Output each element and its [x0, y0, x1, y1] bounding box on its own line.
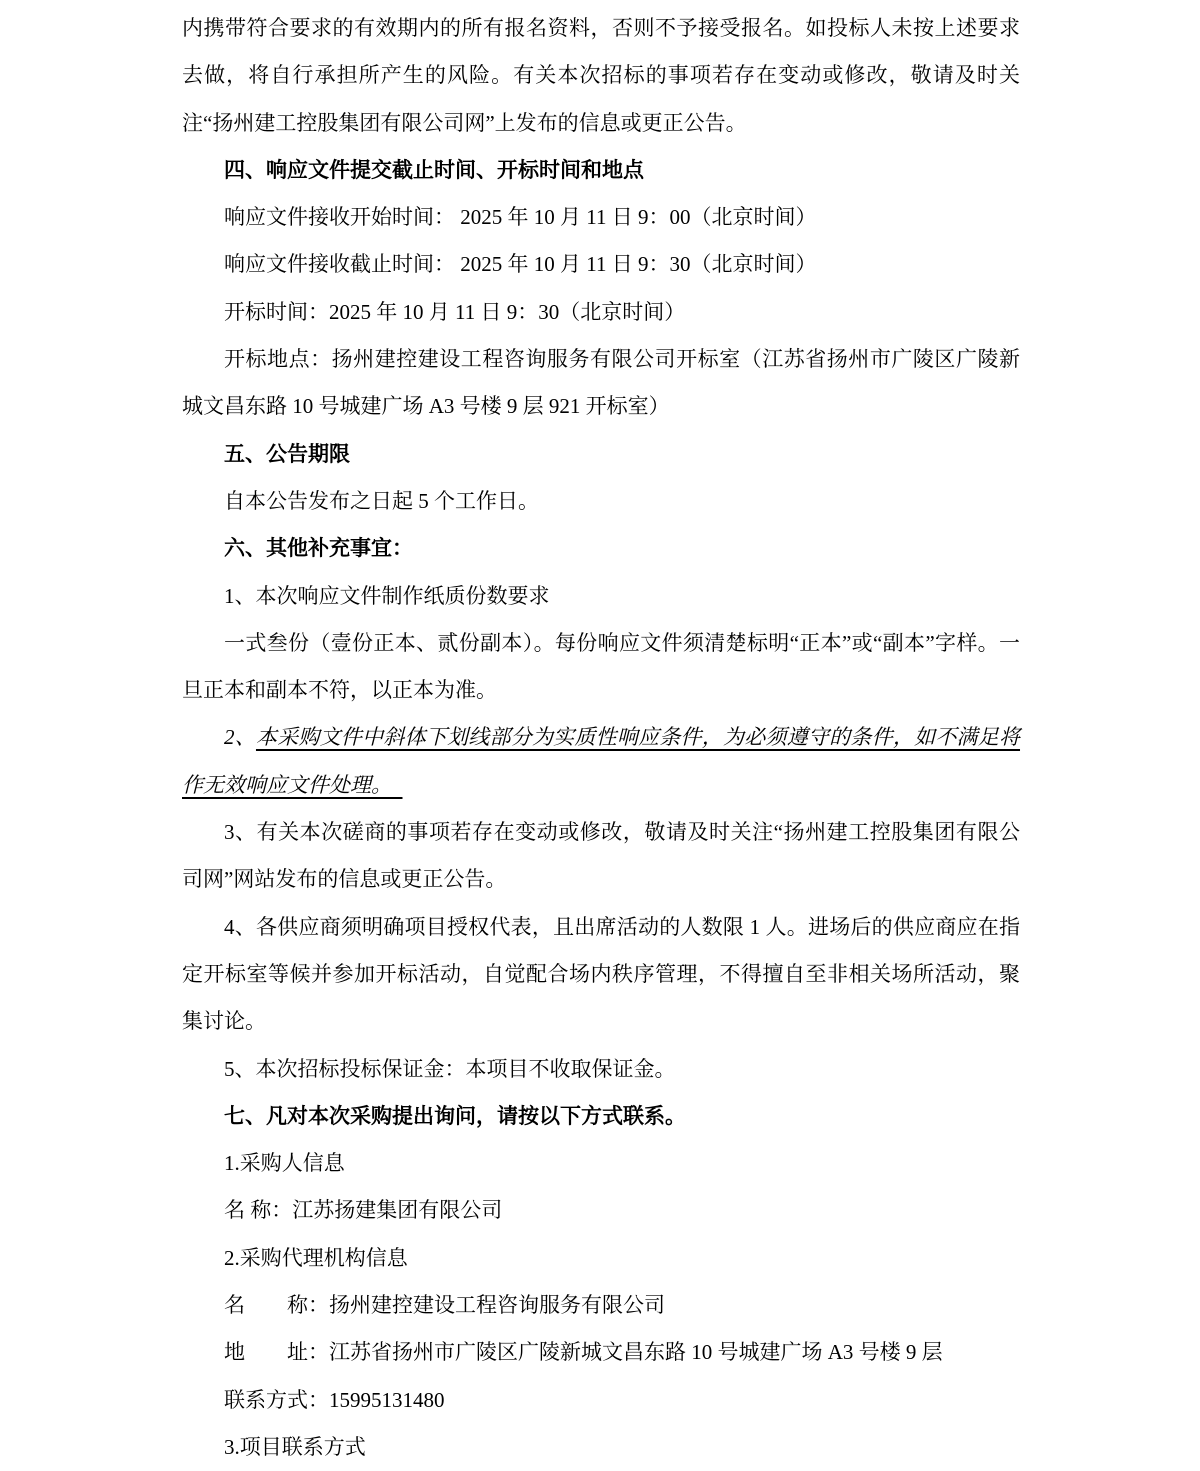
receive-deadline-time: 响应文件接收截止时间： 2025 年 10 月 11 日 9：30（北京时间）: [224, 252, 817, 277]
item-2-substantive-condition: [182, 714, 1020, 809]
section-6-heading: 六、其他补充事宜：: [224, 536, 413, 561]
purchaser-info-label: 1.采购人信息: [224, 1151, 345, 1176]
section-7-heading: 七、凡对本次采购提出询问，请按以下方式联系。: [224, 1103, 686, 1128]
item-1-paper-copies-requirement: 1、本次响应文件制作纸质份数要求: [224, 583, 550, 608]
purchaser-name: 名 称：江苏扬建集团有限公司: [224, 1198, 503, 1223]
item-2-underlined-clause: 本采购文件中斜体下划线部分为实质性响应条件，为必须遵守的条件，如不满足将作无效响应文件处理。: [182, 725, 1021, 797]
agency-address: 地 址：江苏省扬州市广陵区广陵新城文昌东路 10 号城建广场 A3 号楼 9 层: [224, 1340, 943, 1365]
project-contact-label: 3.项目联系方式: [224, 1434, 366, 1459]
agency-name: 名 称：扬州建控建设工程咨询服务有限公司: [224, 1293, 665, 1318]
continuation-paragraph: 内携带符合要求的有效期内的所有报名资料，否则不予接受报名。如投标人未按上述要求去做，将自行承担所产生的风险。有关本次招标的事项若存在变动或修改，敬请及时关注“扬州建工控股集团有限公司网”上发布的信息或更正公告。: [182, 16, 1020, 135]
item-4-representative-rule: 4、各供应商须明确项目授权代表，且出席活动的人数限 1 人。进场后的供应商应在指定开标室等候并参加开标活动，自觉配合场内秩序管理，不得擅自至非相关场所活动，聚集讨论。: [182, 914, 1020, 1034]
agency-contact-phone: 联系方式：15995131480: [224, 1387, 445, 1412]
item-5-bid-deposit: 5、本次招标投标保证金：本项目不收取保证金。: [224, 1056, 676, 1081]
receive-start-time: 响应文件接收开始时间： 2025 年 10 月 11 日 9：00（北京时间）: [224, 205, 817, 230]
item-2-number: 2、: [224, 725, 256, 750]
item-1-copies-detail: 一式叁份（壹份正本、贰份副本）。每份响应文件须清楚标明“正本”或“副本”字样。一旦正本和副本不符，以正本为准。: [182, 630, 1020, 703]
item-3-change-notice: 3、有关本次磋商的事项若存在变动或修改，敬请及时关注“扬州建工控股集团有限公司网”网站发布的信息或更正公告。: [182, 820, 1020, 892]
section-5-heading: 五、公告期限: [224, 441, 350, 466]
bid-opening-time: 开标时间：2025 年 10 月 11 日 9：30（北京时间）: [224, 299, 686, 324]
bid-opening-location: 开标地点：扬州建控建设工程咨询服务有限公司开标室（江苏省扬州市广陵区广陵新城文昌东路 10 号城建广场 A3 号楼 9 层 921 开标室）: [182, 347, 1020, 419]
section-4-heading: 四、响应文件提交截止时间、开标时间和地点: [224, 157, 644, 182]
agency-info-label: 2.采购代理机构信息: [224, 1245, 408, 1270]
announcement-period: 自本公告发布之日起 5 个工作日。: [224, 488, 539, 513]
